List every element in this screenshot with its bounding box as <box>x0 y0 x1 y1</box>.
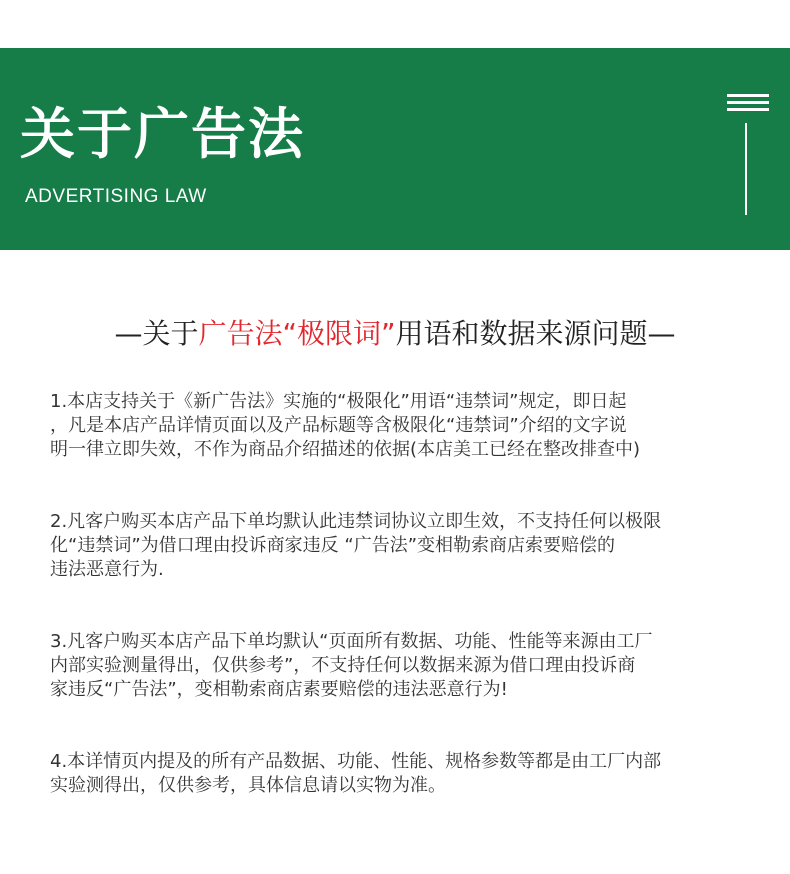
menu-icon-line <box>727 94 769 97</box>
banner-subtitle: ADVERTISING LAW <box>25 186 207 207</box>
heading-suffix: 用语和数据来源问题— <box>395 317 676 350</box>
paragraph-2 <box>50 510 750 582</box>
paragraph-line: 明一律立即失效，不作为商品介绍描述的依据(本店美工已经在整改排查中) <box>50 439 641 460</box>
paragraph-line: ，凡是本店产品详情页面以及产品标题等含极限化“违禁词”介绍的文字说 <box>50 415 627 436</box>
heading-highlight: 广告法“极限词” <box>198 317 396 350</box>
vertical-divider <box>745 123 747 215</box>
paragraph-line: 3.凡客户购买本店产品下单均默认“页面所有数据、功能、性能等来源由工厂 <box>50 631 653 652</box>
paragraph-line: 1.本店支持关于《新广告法》实施的“极限化”用语“违禁词”规定，即日起 <box>50 391 627 412</box>
paragraph-1 <box>50 390 750 462</box>
paragraph-4 <box>50 750 750 798</box>
paragraph-line: 化“违禁词”为借口理由投诉商家违反 “广告法”变相勒索商店索要赔偿的 <box>50 535 616 556</box>
paragraph-line: 实验测得出，仅供参考，具体信息请以实物为准。 <box>50 775 446 796</box>
paragraph-line: 家违反“广告法”，变相勒索商店素要赔偿的违法恶意行为! <box>50 679 508 700</box>
paragraph-line: 4.本详情页内提及的所有产品数据、功能、性能、规格参数等都是由工厂内部 <box>50 751 662 772</box>
header-banner <box>0 48 790 250</box>
heading-prefix: —关于 <box>114 317 199 350</box>
section-heading <box>0 314 790 354</box>
menu-icon-line <box>727 108 769 111</box>
banner-title: 关于广告法 <box>20 102 306 166</box>
paragraph-3 <box>50 630 750 702</box>
menu-icon-line <box>727 101 769 104</box>
paragraph-line: 违法恶意行为. <box>50 559 164 580</box>
menu-icon <box>727 94 769 112</box>
paragraph-line: 2.凡客户购买本店产品下单均默认此违禁词协议立即生效，不支持任何以极限 <box>50 511 662 532</box>
paragraph-line: 内部实验测量得出，仅供参考”，不支持任何以数据来源为借口理由投诉商 <box>50 655 636 676</box>
